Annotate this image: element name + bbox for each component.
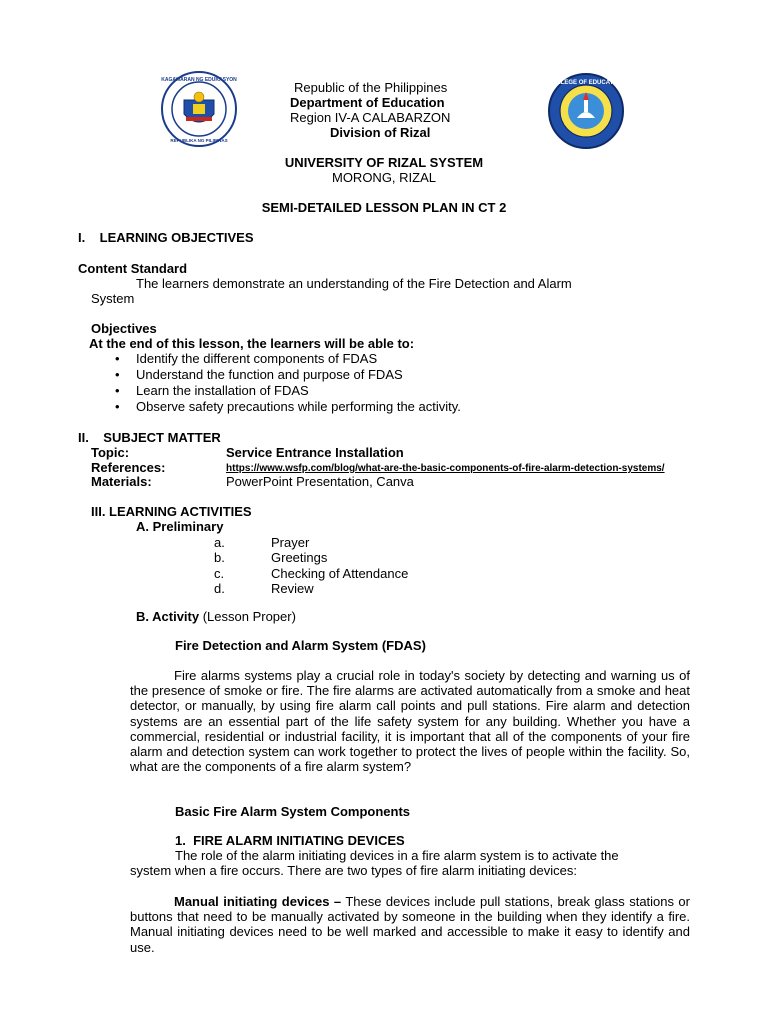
- materials-label: Materials:: [91, 474, 152, 489]
- preliminary-label: A. Preliminary: [136, 519, 224, 534]
- initiating-devices-heading: 1. FIRE ALARM INITIATING DEVICES: [175, 833, 405, 848]
- materials-value: PowerPoint Presentation, Canva: [226, 474, 414, 489]
- preliminary-item: Review: [271, 581, 314, 596]
- preliminary-letter: b.: [214, 550, 225, 565]
- topic-label: Topic:: [91, 445, 130, 460]
- topic-value: Service Entrance Installation: [226, 445, 404, 460]
- content-standard-label: Content Standard: [78, 261, 188, 276]
- preliminary-letter: d.: [214, 581, 225, 596]
- svg-text:COLLEGE OF EDUCATION: COLLEGE OF EDUCATION: [548, 80, 624, 86]
- bullet-icon: •: [115, 399, 120, 414]
- activity-heading: [136, 609, 296, 624]
- section-3-heading: III. LEARNING ACTIVITIES: [91, 504, 252, 519]
- university-name: UNIVERSITY OF RIZAL SYSTEM: [284, 155, 484, 170]
- initiating-line2: system when a fire occurs. There are two types of fire alarm initiating devices:: [130, 863, 578, 878]
- deped-seal-logo: [160, 70, 238, 148]
- preliminary-letter: a.: [214, 535, 225, 550]
- fdas-title: Fire Detection and Alarm System (FDAS): [175, 638, 426, 653]
- components-title: Basic Fire Alarm System Components: [175, 804, 411, 819]
- references-link[interactable]: https://www.wsfp.com/blog/what-are-the-basic-components-of-fire-alarm-detection-systems/: [226, 463, 665, 474]
- bullet-icon: •: [115, 367, 120, 382]
- department-line: Department of Education: [290, 95, 445, 110]
- content-standard-line2: System: [91, 291, 135, 306]
- division-line: Division of Rizal: [330, 125, 431, 140]
- objective-item: Learn the installation of FDAS: [136, 383, 309, 398]
- manual-label: Manual initiating devices –: [174, 894, 342, 909]
- college-of-education-seal-logo: [547, 72, 625, 150]
- section-2-heading: II. SUBJECT MATTER: [78, 430, 221, 445]
- preliminary-item: Greetings: [271, 550, 328, 565]
- objective-item: Understand the function and purpose of FDAS: [136, 367, 403, 382]
- manual-devices-paragraph: [130, 894, 690, 955]
- bullet-icon: •: [115, 351, 120, 366]
- objective-item: Observe safety precautions while performing the activity.: [136, 399, 461, 414]
- objective-item: Identify the different components of FDAS: [136, 351, 378, 366]
- content-standard-line1: The learners demonstrate an understanding of the Fire Detection and Alarm: [136, 276, 572, 291]
- initiating-line1: The role of the alarm initiating devices in a fire alarm system is to activate the: [175, 848, 619, 863]
- preliminary-item: Checking of Attendance: [271, 566, 409, 581]
- activity-suffix: (Lesson Proper): [199, 609, 296, 624]
- fdas-paragraph: [130, 668, 690, 774]
- objectives-label: Objectives: [91, 321, 157, 336]
- region-line: Region IV-A CALABARZON: [290, 110, 451, 125]
- bullet-icon: •: [115, 383, 120, 398]
- republic-line: Republic of the Philippines: [294, 80, 448, 95]
- section-1-heading: I. LEARNING OBJECTIVES: [78, 230, 254, 245]
- preliminary-letter: c.: [214, 566, 225, 581]
- fdas-paragraph-text: Fire alarms systems play a crucial role in today's society by detecting and warning us of the presence of smoke or fire. The fire alarms are activated automatically from a smoke and heat detector, or manually, by using fire alarm call points and pull stations. Fire alarm and detection systems are an essential part of the life safety system for any building. Whether you have a commercial, residential or industrial facility, it is important that all of the components of your fire alarm and detection system can work together to protect the lives of people within the facility. So, what are the components of a fire alarm system?: [130, 668, 690, 775]
- manual-text: These devices include pull stations, break glass stations or buttons that need to be manually activated by someone in the building when they identify a fire. Manual initiating devices need to be well marked and accessible to make it easy to identify and use.: [130, 894, 690, 955]
- document-title: SEMI-DETAILED LESSON PLAN IN CT 2: [261, 200, 507, 215]
- preliminary-item: Prayer: [271, 535, 310, 550]
- campus-name: MORONG, RIZAL: [331, 170, 436, 185]
- objectives-intro: At the end of this lesson, the learners will be able to:: [89, 336, 415, 351]
- references-label: References:: [91, 460, 166, 475]
- activity-label: B. Activity: [136, 609, 200, 624]
- svg-text:KAGAWARAN NG EDUKASYON: KAGAWARAN NG EDUKASYON: [161, 77, 237, 83]
- svg-text:REPUBLIKA NG PILIPINAS: REPUBLIKA NG PILIPINAS: [170, 138, 228, 143]
